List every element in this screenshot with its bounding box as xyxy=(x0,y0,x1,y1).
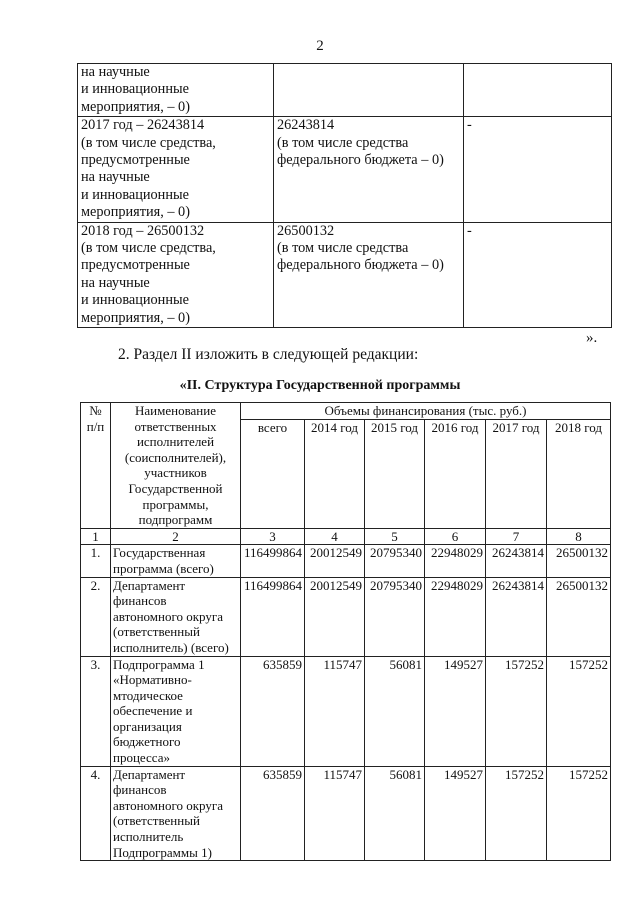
column-number: 6 xyxy=(425,528,486,545)
page-number: 2 xyxy=(316,38,324,54)
value-2018: 26500132 xyxy=(547,545,611,577)
value-2016: 149527 xyxy=(425,656,486,766)
row-number: 4. xyxy=(81,766,111,861)
value-2018: 157252 xyxy=(547,656,611,766)
header-funding: Объемы финансирования (тыс. руб.) xyxy=(241,403,611,420)
header-col-2017: 2017 год xyxy=(486,419,547,528)
value-2017: 157252 xyxy=(486,766,547,861)
closing-quote: ». xyxy=(586,330,598,346)
table-row xyxy=(81,577,611,656)
value-2015: 56081 xyxy=(365,656,425,766)
table-row xyxy=(81,545,611,577)
column-number: 1 xyxy=(81,528,111,545)
row-name: Департамент финансов автономного округа (ответственный исполнитель) (всего) xyxy=(111,577,241,656)
value-2014: 115747 xyxy=(305,766,365,861)
column-number: 4 xyxy=(305,528,365,545)
section-heading: «II. Структура Государственной программы xyxy=(179,378,461,393)
value-2015: 56081 xyxy=(365,766,425,861)
table-row xyxy=(78,64,612,117)
value-total: 635859 xyxy=(241,656,305,766)
table-cell: 2018 год – 26500132 (в том числе средства, предусмотренные на научные и инновационные мероприятия, – 0) xyxy=(78,222,274,327)
table-cell xyxy=(464,64,612,117)
column-number-row xyxy=(81,528,611,545)
row-number: 2. xyxy=(81,577,111,656)
value-2014: 20012549 xyxy=(305,577,365,656)
table-row xyxy=(78,117,612,222)
value-2015: 20795340 xyxy=(365,577,425,656)
section-instruction: 2. Раздел II изложить в следующей редакции: xyxy=(118,346,419,363)
funding-continuation-table xyxy=(77,63,612,328)
value-2014: 115747 xyxy=(305,656,365,766)
row-name: Подпрограмма 1 «Нормативно- мтодическое обеспечение и организация бюджетного процесса» xyxy=(111,656,241,766)
value-2018: 157252 xyxy=(547,766,611,861)
value-total: 116499864 xyxy=(241,545,305,577)
value-2016: 22948029 xyxy=(425,545,486,577)
column-number: 3 xyxy=(241,528,305,545)
table-header-row xyxy=(81,403,611,420)
header-col-2016: 2016 год xyxy=(425,419,486,528)
row-number: 1. xyxy=(81,545,111,577)
value-total: 635859 xyxy=(241,766,305,861)
value-2014: 20012549 xyxy=(305,545,365,577)
table-cell xyxy=(274,64,464,117)
header-col-2015: 2015 год xyxy=(365,419,425,528)
table-cell: - xyxy=(464,117,612,222)
column-number: 7 xyxy=(486,528,547,545)
column-number: 2 xyxy=(111,528,241,545)
value-2018: 26500132 xyxy=(547,577,611,656)
table-cell: - xyxy=(464,222,612,327)
table-cell: на научные и инновационные мероприятия, – 0) xyxy=(78,64,274,117)
value-2016: 22948029 xyxy=(425,577,486,656)
value-2017: 157252 xyxy=(486,656,547,766)
table-cell: 26243814 (в том числе средства федерального бюджета – 0) xyxy=(274,117,464,222)
header-col-2014: 2014 год xyxy=(305,419,365,528)
row-number: 3. xyxy=(81,656,111,766)
row-name: Государственная программа (всего) xyxy=(111,545,241,577)
value-2017: 26243814 xyxy=(486,545,547,577)
row-name: Департамент финансов автономного округа (ответственный исполнитель Подпрограммы 1) xyxy=(111,766,241,861)
program-structure-table xyxy=(80,402,611,861)
value-2015: 20795340 xyxy=(365,545,425,577)
column-number: 8 xyxy=(547,528,611,545)
header-num: № п/п xyxy=(81,403,111,529)
value-total: 116499864 xyxy=(241,577,305,656)
value-2017: 26243814 xyxy=(486,577,547,656)
table-cell: 2017 год – 26243814 (в том числе средства, предусмотренные на научные и инновационные мероприятия, – 0) xyxy=(78,117,274,222)
table-cell: 26500132 (в том числе средства федерального бюджета – 0) xyxy=(274,222,464,327)
header-col-total: всего xyxy=(241,419,305,528)
value-2016: 149527 xyxy=(425,766,486,861)
table-row xyxy=(81,766,611,861)
table-row xyxy=(78,222,612,327)
column-number: 5 xyxy=(365,528,425,545)
header-col-2018: 2018 год xyxy=(547,419,611,528)
header-name: Наименование ответственных исполнителей (соисполнителей), участников Государственной программы, подпрограмм xyxy=(111,403,241,529)
table-row xyxy=(81,656,611,766)
